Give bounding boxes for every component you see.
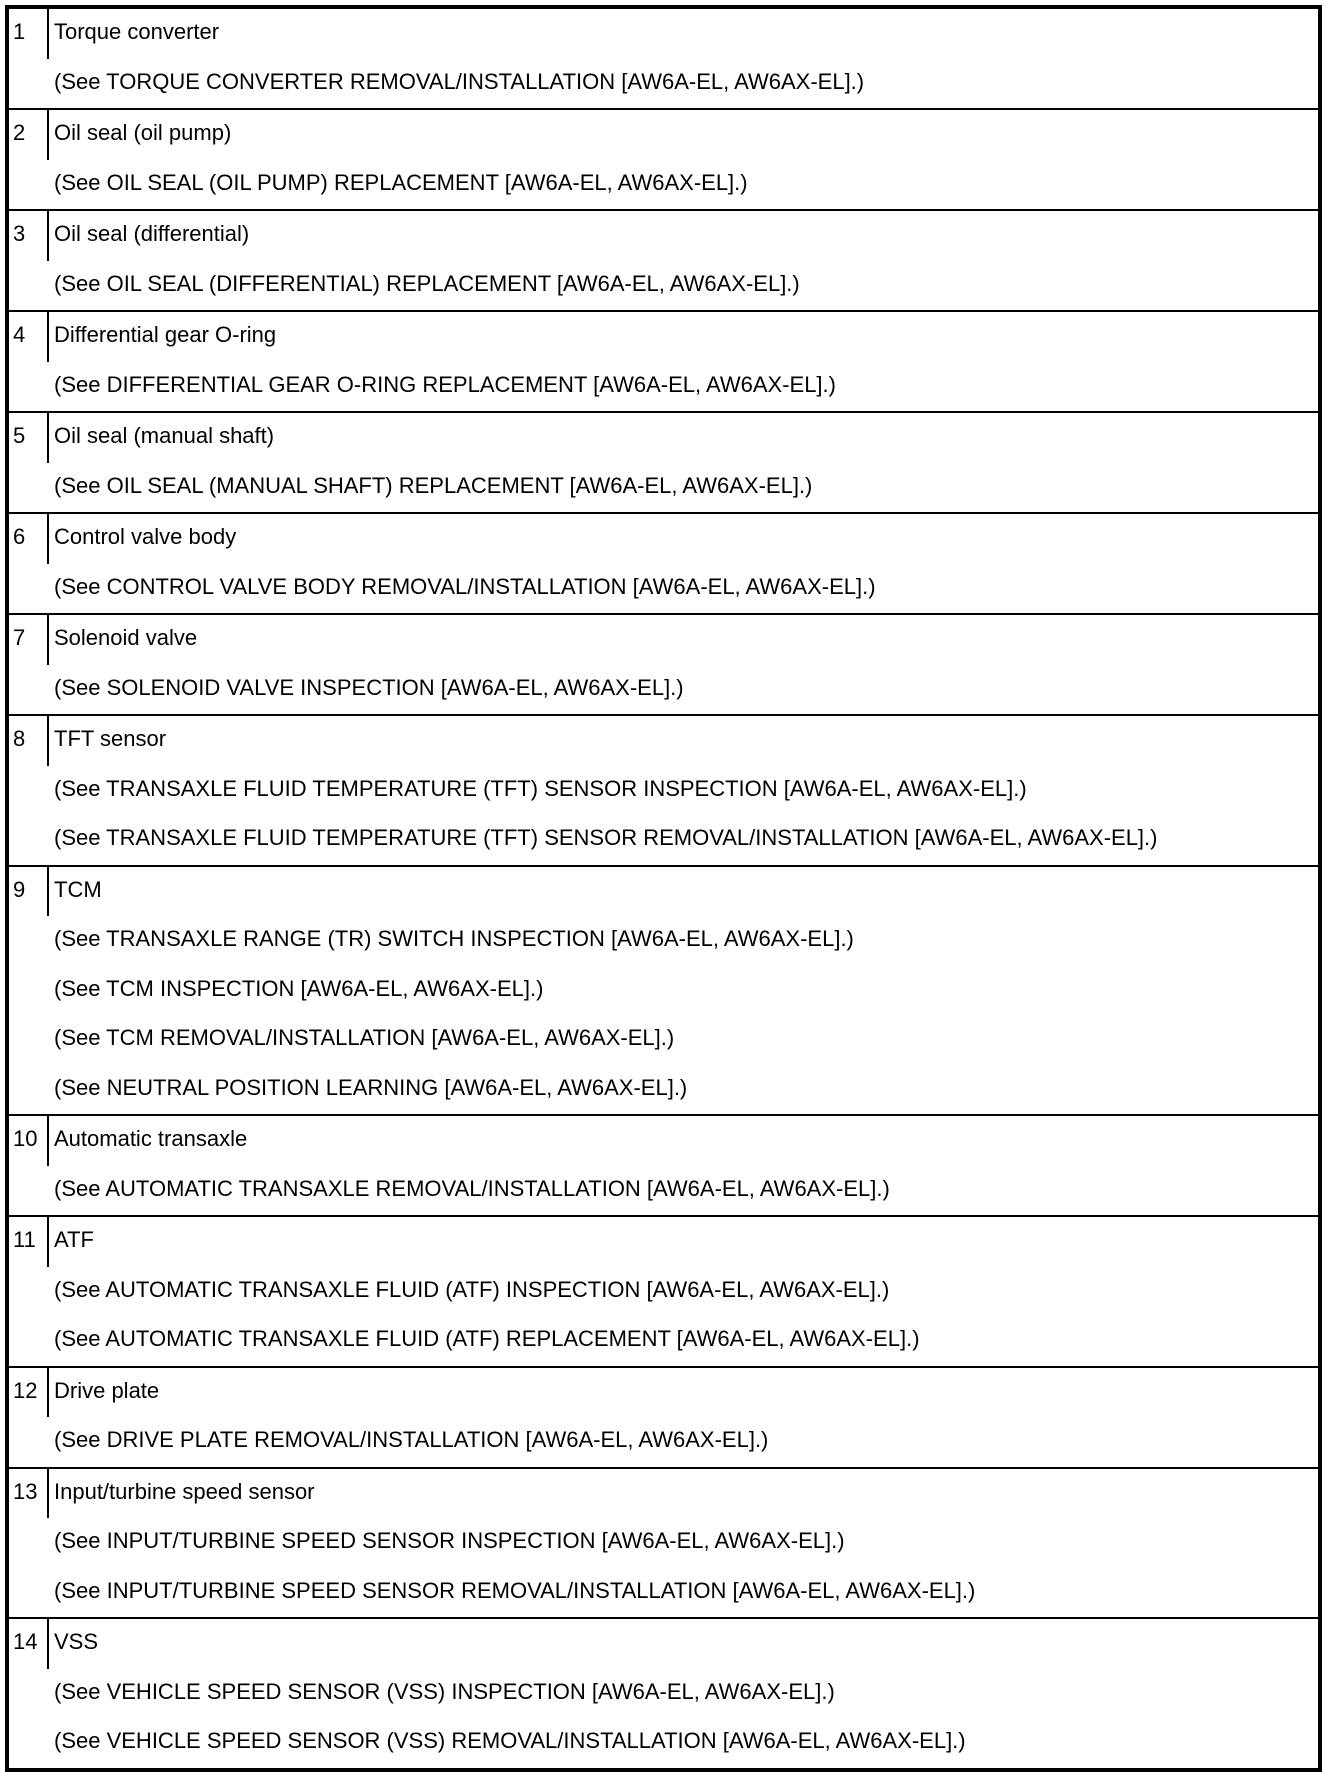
table-row	[9, 411, 1318, 512]
procedure-reference-link[interactable]: (See TCM INSPECTION [AW6A-EL, AW6AX-EL].)	[54, 975, 544, 1001]
item-title: ATF	[54, 1227, 94, 1252]
procedure-reference-link[interactable]: (See INPUT/TURBINE SPEED SENSOR REMOVAL/INSTALLATION [AW6A-EL, AW6AX-EL].)	[54, 1577, 976, 1603]
procedure-reference-link[interactable]: (See AUTOMATIC TRANSAXLE FLUID (ATF) REPLACEMENT [AW6A-EL, AW6AX-EL].)	[54, 1326, 920, 1351]
item-body	[49, 1217, 1318, 1366]
item-number: 3	[9, 211, 49, 261]
item-body	[49, 312, 1318, 411]
procedure-reference-link[interactable]: (See TRANSAXLE FLUID TEMPERATURE (TFT) SENSOR REMOVAL/INSTALLATION [AW6A-EL, AW6AX-EL].)	[54, 825, 1158, 850]
item-title: Differential gear O-ring	[54, 322, 277, 347]
procedure-reference-link[interactable]: (See TCM REMOVAL/INSTALLATION [AW6A-EL, AW6AX-EL].)	[54, 1025, 675, 1050]
item-number: 7	[9, 615, 49, 665]
item-title: Control valve body	[54, 524, 237, 549]
table-row	[9, 209, 1318, 310]
procedure-reference-link[interactable]: (See OIL SEAL (OIL PUMP) REPLACEMENT [AW6A-EL, AW6AX-EL].)	[54, 169, 748, 195]
table-row	[9, 512, 1318, 613]
component-reference-table	[5, 5, 1322, 1772]
procedure-reference-link[interactable]: (See OIL SEAL (DIFFERENTIAL) REPLACEMENT [AW6A-EL, AW6AX-EL].)	[54, 270, 800, 296]
item-body	[49, 1619, 1318, 1768]
item-body	[49, 1469, 1318, 1618]
item-number: 8	[9, 716, 49, 766]
table-row	[9, 310, 1318, 411]
item-body	[49, 9, 1318, 108]
item-title: TCM	[54, 876, 102, 902]
procedure-reference-link[interactable]: (See TRANSAXLE FLUID TEMPERATURE (TFT) SENSOR INSPECTION [AW6A-EL, AW6AX-EL].)	[54, 775, 1027, 801]
procedure-reference-link[interactable]: (See SOLENOID VALVE INSPECTION [AW6A-EL, AW6AX-EL].)	[54, 674, 684, 700]
item-body	[49, 211, 1318, 310]
item-body	[49, 1368, 1318, 1467]
item-number: 1	[9, 9, 49, 59]
table-row	[9, 1114, 1318, 1215]
item-body	[49, 615, 1318, 714]
item-title: Oil seal (oil pump)	[54, 120, 232, 145]
table-row	[9, 1617, 1318, 1768]
procedure-reference-link[interactable]: (See AUTOMATIC TRANSAXLE REMOVAL/INSTALLATION [AW6A-EL, AW6AX-EL].)	[54, 1175, 890, 1201]
item-body	[49, 514, 1318, 613]
item-title: Automatic transaxle	[54, 1126, 248, 1151]
table-row	[9, 1215, 1318, 1366]
item-title: Oil seal (manual shaft)	[54, 423, 275, 448]
table-row	[9, 1366, 1318, 1467]
item-number: 5	[9, 413, 49, 463]
table-row	[9, 865, 1318, 1115]
table-row	[9, 9, 1318, 108]
procedure-reference-link[interactable]: (See AUTOMATIC TRANSAXLE FLUID (ATF) INSPECTION [AW6A-EL, AW6AX-EL].)	[54, 1276, 890, 1302]
item-title: Drive plate	[54, 1377, 160, 1403]
item-title: Input/turbine speed sensor	[54, 1478, 315, 1504]
item-number: 2	[9, 110, 49, 160]
procedure-reference-link[interactable]: (See TORQUE CONVERTER REMOVAL/INSTALLATION [AW6A-EL, AW6AX-EL].)	[54, 68, 865, 94]
item-number: 12	[9, 1368, 49, 1418]
item-title: Torque converter	[54, 19, 220, 44]
item-title: Oil seal (differential)	[54, 221, 250, 246]
procedure-reference-link[interactable]: (See INPUT/TURBINE SPEED SENSOR INSPECTION [AW6A-EL, AW6AX-EL].)	[54, 1528, 845, 1553]
item-body	[49, 110, 1318, 209]
item-number: 13	[9, 1469, 49, 1519]
table-row	[9, 714, 1318, 865]
item-number: 14	[9, 1619, 49, 1669]
item-body	[49, 1116, 1318, 1215]
item-number: 4	[9, 312, 49, 362]
procedure-reference-link[interactable]: (See VEHICLE SPEED SENSOR (VSS) INSPECTION [AW6A-EL, AW6AX-EL].)	[54, 1678, 835, 1704]
procedure-reference-link[interactable]: (See DIFFERENTIAL GEAR O-RING REPLACEMENT [AW6A-EL, AW6AX-EL].)	[54, 371, 836, 397]
table-row	[9, 108, 1318, 209]
item-title: VSS	[54, 1629, 99, 1654]
table-row	[9, 1467, 1318, 1618]
procedure-reference-link[interactable]: (See CONTROL VALVE BODY REMOVAL/INSTALLATION [AW6A-EL, AW6AX-EL].)	[54, 573, 876, 599]
procedure-reference-link[interactable]: (See OIL SEAL (MANUAL SHAFT) REPLACEMENT [AW6A-EL, AW6AX-EL].)	[54, 472, 813, 498]
item-title: Solenoid valve	[54, 625, 198, 650]
procedure-reference-link[interactable]: (See NEUTRAL POSITION LEARNING [AW6A-EL, AW6AX-EL].)	[54, 1074, 688, 1100]
item-body	[49, 867, 1318, 1115]
procedure-reference-link[interactable]: (See DRIVE PLATE REMOVAL/INSTALLATION [AW6A-EL, AW6AX-EL].)	[54, 1427, 769, 1452]
item-title: TFT sensor	[54, 726, 167, 751]
item-number: 10	[9, 1116, 49, 1166]
table-row	[9, 613, 1318, 714]
item-body	[49, 716, 1318, 865]
procedure-reference-link[interactable]: (See VEHICLE SPEED SENSOR (VSS) REMOVAL/INSTALLATION [AW6A-EL, AW6AX-EL].)	[54, 1728, 966, 1753]
item-number: 9	[9, 867, 49, 917]
procedure-reference-link[interactable]: (See TRANSAXLE RANGE (TR) SWITCH INSPECTION [AW6A-EL, AW6AX-EL].)	[54, 926, 854, 951]
item-body	[49, 413, 1318, 512]
item-number: 11	[9, 1217, 49, 1267]
item-number: 6	[9, 514, 49, 564]
